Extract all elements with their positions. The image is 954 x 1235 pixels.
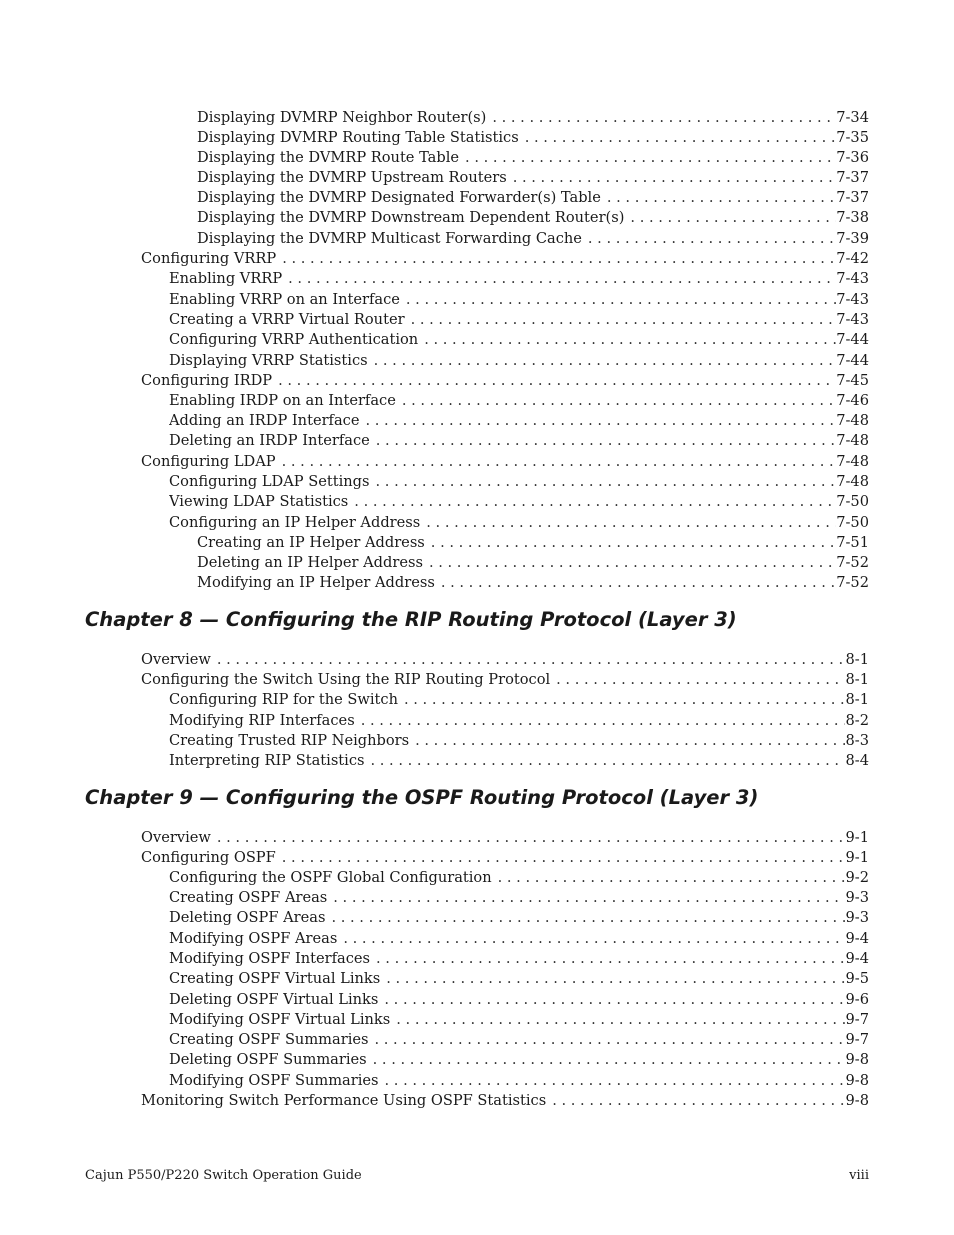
dot-leader bbox=[552, 1091, 845, 1111]
toc-entry-title: Deleting OSPF Virtual Links bbox=[169, 991, 379, 1008]
toc-entry-title: Creating a VRRP Virtual Router bbox=[169, 311, 405, 328]
toc-entry-page: 7-43 bbox=[836, 270, 869, 287]
toc-entry[interactable] bbox=[197, 188, 869, 208]
dot-leader bbox=[525, 128, 837, 148]
toc-entry-page: 7-48 bbox=[836, 432, 869, 449]
toc-entry[interactable] bbox=[169, 351, 869, 371]
chapter-9-heading: Chapter 9 — Configuring the OSPF Routing Protocol (Layer 3) bbox=[85, 786, 759, 809]
toc-entry[interactable] bbox=[141, 249, 869, 269]
dot-leader bbox=[492, 108, 836, 128]
dot-leader bbox=[288, 269, 836, 289]
toc-entry-title: Creating Trusted RIP Neighbors bbox=[169, 732, 410, 749]
toc-entry-page: 7-44 bbox=[836, 331, 869, 348]
toc-entry[interactable] bbox=[197, 168, 869, 188]
toc-entry-page: 7-34 bbox=[836, 109, 869, 126]
toc-entry[interactable] bbox=[169, 868, 869, 888]
toc-entry-page: 7-50 bbox=[836, 514, 869, 531]
dot-leader bbox=[282, 249, 836, 269]
toc-entry[interactable] bbox=[141, 1091, 869, 1111]
toc-entry[interactable] bbox=[169, 949, 869, 969]
dot-leader bbox=[361, 711, 846, 731]
toc-entry-title: Creating OSPF Summaries bbox=[169, 1031, 369, 1048]
toc-entry-page: 7-43 bbox=[836, 291, 869, 308]
toc-entry-page: 9-5 bbox=[845, 970, 869, 987]
toc-entry[interactable] bbox=[169, 969, 869, 989]
toc-entry-title: Displaying the DVMRP Downstream Dependent Router(s) bbox=[197, 209, 625, 226]
toc-entry-title: Displaying the DVMRP Route Table bbox=[197, 149, 460, 166]
toc-entry-title: Modifying OSPF Summaries bbox=[169, 1072, 379, 1089]
toc-entry-page: 9-7 bbox=[845, 1011, 869, 1028]
toc-entry[interactable] bbox=[169, 330, 869, 350]
toc-entry[interactable] bbox=[141, 371, 869, 391]
toc-entry[interactable] bbox=[169, 472, 869, 492]
dot-leader bbox=[556, 670, 845, 690]
toc-entry-title: Creating OSPF Virtual Links bbox=[169, 970, 381, 987]
toc-entry[interactable] bbox=[169, 908, 869, 928]
toc-entry-page: 7-48 bbox=[836, 473, 869, 490]
toc-entry-title: Configuring the Switch Using the RIP Routing Protocol bbox=[141, 671, 551, 688]
dot-leader bbox=[376, 949, 845, 969]
toc-entry[interactable] bbox=[169, 513, 869, 533]
toc-entry[interactable] bbox=[169, 1010, 869, 1030]
toc-entry-title: Creating an IP Helper Address bbox=[197, 534, 425, 551]
toc-entry-title: Creating OSPF Areas bbox=[169, 889, 328, 906]
toc-entry[interactable] bbox=[169, 492, 869, 512]
toc-entry-title: Deleting OSPF Areas bbox=[169, 909, 326, 926]
page-footer bbox=[85, 1167, 869, 1185]
toc-entry[interactable] bbox=[169, 888, 869, 908]
toc-entry[interactable] bbox=[169, 310, 869, 330]
toc-entry[interactable] bbox=[197, 533, 869, 553]
toc-entry-title: Configuring RIP for the Switch bbox=[169, 691, 398, 708]
toc-entry[interactable] bbox=[141, 828, 869, 848]
toc-entry[interactable] bbox=[169, 929, 869, 949]
toc-entry-page: 9-1 bbox=[845, 849, 869, 866]
dot-leader bbox=[441, 573, 836, 593]
toc-entry-page: 7-52 bbox=[836, 554, 869, 571]
toc-entry-page: 7-42 bbox=[836, 250, 869, 267]
dot-leader bbox=[282, 452, 837, 472]
toc-entry-page: 7-46 bbox=[836, 392, 869, 409]
toc-entry-title: Overview bbox=[141, 651, 211, 668]
toc-entry-title: Displaying the DVMRP Upstream Routers bbox=[197, 169, 507, 186]
dot-leader bbox=[406, 290, 836, 310]
toc-entry-page: 7-50 bbox=[836, 493, 869, 510]
toc-entry-page: 7-45 bbox=[836, 372, 869, 389]
dot-leader bbox=[376, 472, 837, 492]
toc-entry-title: Displaying DVMRP Routing Table Statistics bbox=[197, 129, 519, 146]
toc-entry[interactable] bbox=[169, 391, 869, 411]
toc-entry-title: Displaying the DVMRP Multicast Forwarding Cache bbox=[197, 230, 582, 247]
toc-entry-title: Displaying DVMRP Neighbor Router(s) bbox=[197, 109, 487, 126]
dot-leader bbox=[426, 513, 836, 533]
toc-entry-title: Modifying RIP Interfaces bbox=[169, 712, 355, 729]
toc-entry-page: 7-52 bbox=[836, 574, 869, 591]
toc-entry-page: 7-39 bbox=[836, 230, 869, 247]
toc-entry[interactable] bbox=[169, 990, 869, 1010]
toc-entry[interactable] bbox=[169, 411, 869, 431]
toc-entry-page: 8-1 bbox=[845, 691, 869, 708]
toc-entry-title: Displaying the DVMRP Designated Forwarder(s) Table bbox=[197, 189, 601, 206]
chapter-8-heading: Chapter 8 — Configuring the RIP Routing Protocol (Layer 3) bbox=[85, 608, 737, 631]
toc-entry-title: Configuring the OSPF Global Configuration bbox=[169, 869, 492, 886]
toc-entry-page: 7-44 bbox=[836, 352, 869, 369]
toc-entry[interactable] bbox=[169, 1050, 869, 1070]
toc-entry-page: 8-1 bbox=[845, 671, 869, 688]
dot-leader bbox=[630, 208, 836, 228]
toc-entry[interactable] bbox=[141, 670, 869, 690]
dot-leader bbox=[374, 351, 837, 371]
footer-guide-title: Cajun P550/P220 Switch Operation Guide bbox=[85, 1168, 362, 1183]
toc-entry-title: Configuring IRDP bbox=[141, 372, 273, 389]
dot-leader bbox=[588, 229, 836, 249]
toc-entry[interactable] bbox=[169, 711, 869, 731]
toc-entry-page: 9-7 bbox=[845, 1031, 869, 1048]
toc-entry-page: 7-37 bbox=[836, 169, 869, 186]
toc-entry-title: Viewing LDAP Statistics bbox=[169, 493, 349, 510]
toc-entry-page: 9-3 bbox=[845, 889, 869, 906]
toc-entry-page: 9-1 bbox=[845, 829, 869, 846]
toc-entry-page: 7-37 bbox=[836, 189, 869, 206]
toc-entry-page: 7-51 bbox=[836, 534, 869, 551]
dot-leader bbox=[396, 1010, 845, 1030]
toc-entry-title: Monitoring Switch Performance Using OSPF Statistics bbox=[141, 1092, 547, 1109]
toc-entry-page: 8-3 bbox=[845, 732, 869, 749]
toc-entry[interactable] bbox=[169, 290, 869, 310]
dot-leader bbox=[371, 751, 846, 771]
toc-entry-page: 7-38 bbox=[836, 209, 869, 226]
dot-leader bbox=[465, 148, 836, 168]
toc-entry[interactable] bbox=[169, 731, 869, 751]
toc-entry-title: Configuring VRRP Authentication bbox=[169, 331, 419, 348]
dot-leader bbox=[498, 868, 846, 888]
dot-leader bbox=[411, 310, 837, 330]
dot-leader bbox=[424, 330, 836, 350]
toc-entry-page: 7-48 bbox=[836, 453, 869, 470]
toc-entry-title: Configuring LDAP bbox=[141, 453, 276, 470]
dot-leader bbox=[374, 1030, 845, 1050]
dot-leader bbox=[384, 990, 845, 1010]
toc-entry-title: Deleting OSPF Summaries bbox=[169, 1051, 367, 1068]
toc-entry-page: 9-6 bbox=[845, 991, 869, 1008]
toc-entry[interactable] bbox=[197, 573, 869, 593]
dot-leader bbox=[365, 411, 836, 431]
toc-entry-title: Modifying OSPF Interfaces bbox=[169, 950, 371, 967]
dot-leader bbox=[343, 929, 845, 949]
toc-entry-title: Modifying OSPF Virtual Links bbox=[169, 1011, 391, 1028]
dot-leader bbox=[376, 431, 836, 451]
toc-entry-page: 7-36 bbox=[836, 149, 869, 166]
toc-entry-title: Deleting an IP Helper Address bbox=[197, 554, 423, 571]
dot-leader bbox=[217, 828, 846, 848]
dot-leader bbox=[429, 553, 836, 573]
toc-entry-title: Configuring LDAP Settings bbox=[169, 473, 370, 490]
toc-entry-title: Enabling IRDP on an Interface bbox=[169, 392, 396, 409]
dot-leader bbox=[278, 371, 836, 391]
toc-entry-page: 9-3 bbox=[845, 909, 869, 926]
toc-entry[interactable] bbox=[141, 452, 869, 472]
dot-leader bbox=[513, 168, 837, 188]
toc-entry[interactable] bbox=[197, 148, 869, 168]
dot-leader bbox=[402, 391, 836, 411]
toc-entry-page: 9-4 bbox=[845, 950, 869, 967]
toc-entry-page: 9-8 bbox=[845, 1051, 869, 1068]
dot-leader bbox=[373, 1050, 846, 1070]
toc-entry[interactable] bbox=[169, 751, 869, 771]
toc-entry-page: 7-48 bbox=[836, 412, 869, 429]
footer-page-number: viii bbox=[849, 1168, 869, 1183]
dot-leader bbox=[385, 1071, 846, 1091]
dot-leader bbox=[331, 908, 845, 928]
toc-entry-page: 8-4 bbox=[845, 752, 869, 769]
toc-entry-title: Interpreting RIP Statistics bbox=[169, 752, 365, 769]
toc-entry[interactable] bbox=[197, 108, 869, 128]
toc-entry-title: Adding an IRDP Interface bbox=[169, 412, 360, 429]
dot-leader bbox=[415, 731, 845, 751]
toc-entry[interactable] bbox=[141, 650, 869, 670]
toc-entry-page: 9-4 bbox=[845, 930, 869, 947]
toc-entry-title: Modifying an IP Helper Address bbox=[197, 574, 435, 591]
dot-leader bbox=[386, 969, 845, 989]
dot-leader bbox=[404, 690, 845, 710]
toc-entry-title: Configuring VRRP bbox=[141, 250, 277, 267]
toc-entry[interactable] bbox=[169, 690, 869, 710]
dot-leader bbox=[354, 492, 836, 512]
dot-leader bbox=[217, 650, 846, 670]
toc-entry[interactable] bbox=[197, 128, 869, 148]
toc-entry-title: Displaying VRRP Statistics bbox=[169, 352, 368, 369]
toc-entry[interactable] bbox=[169, 431, 869, 451]
dot-leader bbox=[431, 533, 836, 553]
toc-entry-title: Overview bbox=[141, 829, 211, 846]
toc-entry-title: Modifying OSPF Areas bbox=[169, 930, 338, 947]
toc-entry[interactable] bbox=[169, 1071, 869, 1091]
toc-entry-page: 9-2 bbox=[845, 869, 869, 886]
toc-entry[interactable] bbox=[197, 229, 869, 249]
dot-leader bbox=[607, 188, 836, 208]
dot-leader bbox=[282, 848, 846, 868]
toc-entry[interactable] bbox=[197, 553, 869, 573]
toc-entry-title: Deleting an IRDP Interface bbox=[169, 432, 370, 449]
toc-entry[interactable] bbox=[141, 848, 869, 868]
toc-entry-page: 7-35 bbox=[836, 129, 869, 146]
toc-entry-page: 9-8 bbox=[845, 1072, 869, 1089]
toc-entry-title: Enabling VRRP bbox=[169, 270, 283, 287]
toc-entry[interactable] bbox=[197, 208, 869, 228]
toc-entry[interactable] bbox=[169, 1030, 869, 1050]
toc-entry-title: Enabling VRRP on an Interface bbox=[169, 291, 400, 308]
toc-entry-page: 9-8 bbox=[845, 1092, 869, 1109]
toc-entry-title: Configuring OSPF bbox=[141, 849, 276, 866]
toc-entry-page: 8-1 bbox=[845, 651, 869, 668]
dot-leader bbox=[333, 888, 845, 908]
toc-entry-title: Configuring an IP Helper Address bbox=[169, 514, 421, 531]
toc-entry-page: 7-43 bbox=[836, 311, 869, 328]
toc-entry-page: 8-2 bbox=[845, 712, 869, 729]
toc-entry[interactable] bbox=[169, 269, 869, 289]
